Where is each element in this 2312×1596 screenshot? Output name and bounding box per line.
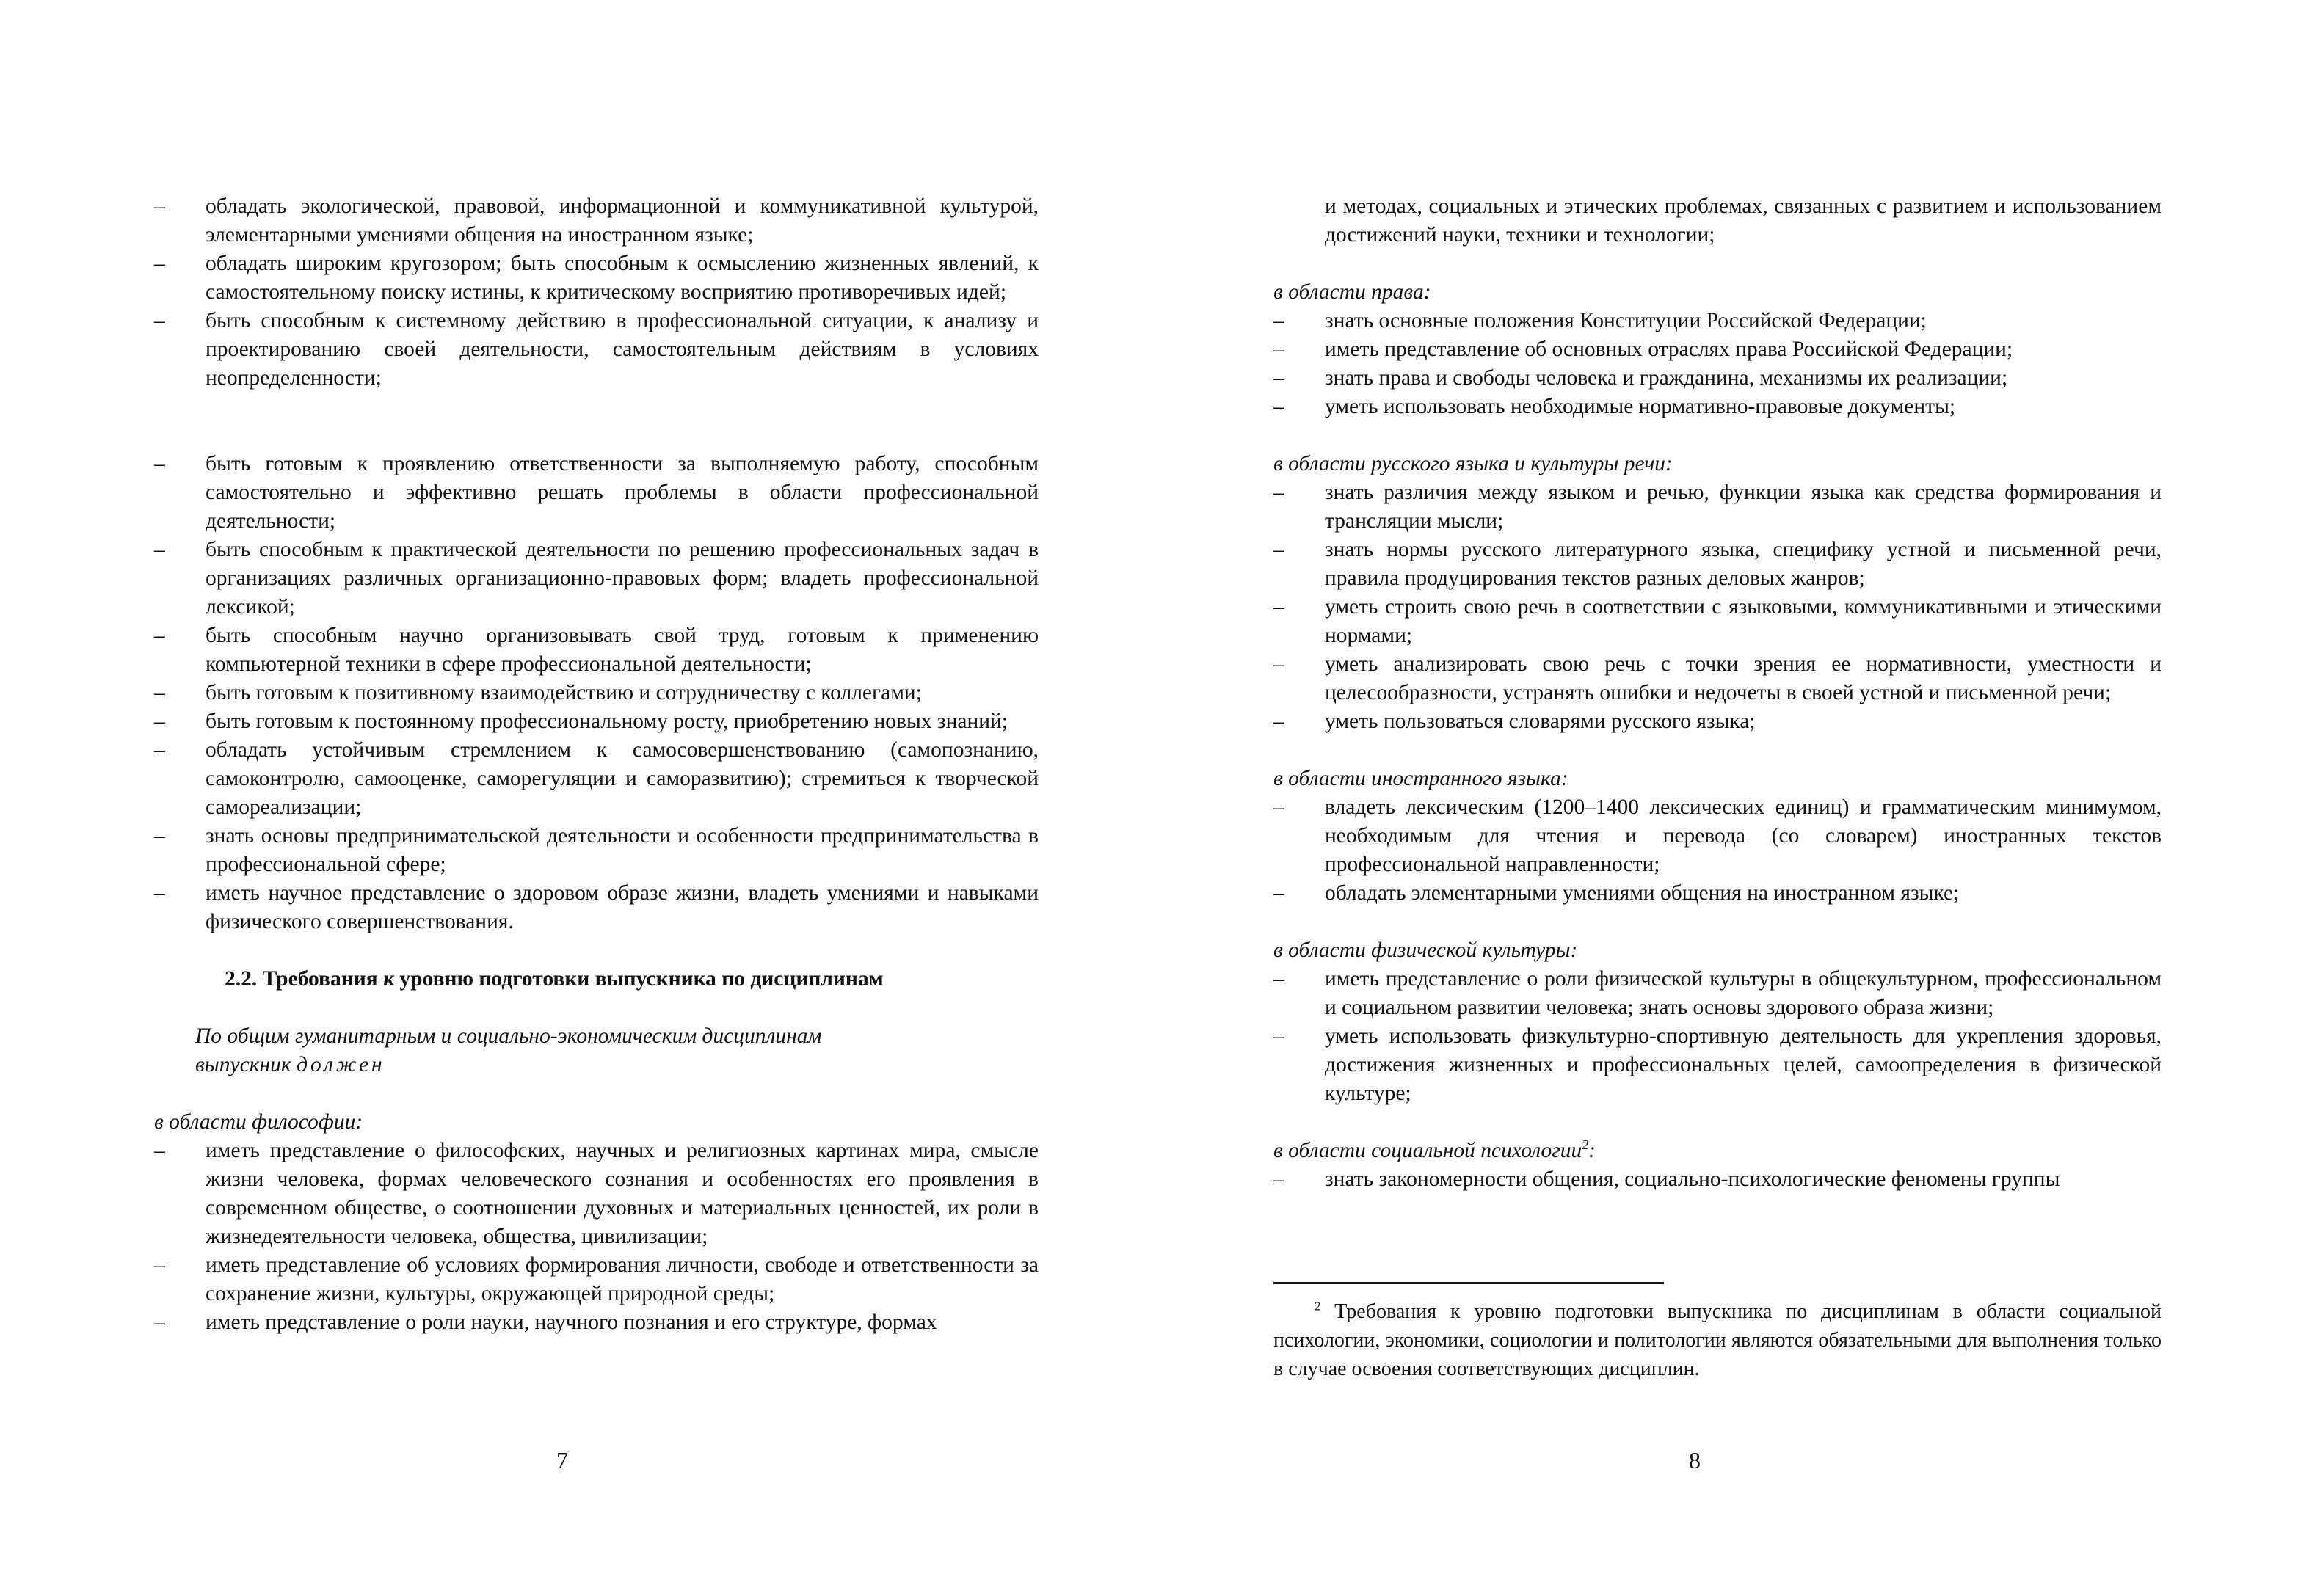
subsection-title-text: в области социальной психологии	[1273, 1139, 1582, 1162]
list-marker: –	[1273, 967, 1284, 991]
spacer	[1273, 736, 2162, 765]
list-item-text: обладать устойчивым стремлением к самосовершенствованию (самопознанию, самоконтролю, самооценке, саморегуляции и саморазвитию); стремиться к творческой самореализации;	[206, 738, 1039, 819]
list-marker: –	[154, 624, 165, 647]
list-item	[154, 307, 1039, 393]
list-marker: –	[1273, 309, 1284, 332]
subsection-title-physical-culture: в области физической культуры:	[1273, 939, 1578, 962]
subsection-title-social-psychology	[1273, 1137, 2162, 1165]
intro-graduate: выпускник	[195, 1053, 297, 1076]
list-item-text: быть способным научно организовывать свой труд, готовым к применению компьютерной техники в сфере профессиональной деятельности;	[206, 624, 1039, 676]
list-item-text: знать различия между языком и речью, функции языка как средства формирования и трансляции мысли;	[1325, 481, 2162, 533]
list-marker: –	[1273, 1024, 1284, 1048]
list-marker: –	[1273, 595, 1284, 619]
footnote-divider	[1273, 1282, 1664, 1284]
page-number: 7	[556, 1447, 568, 1473]
list-item-text: иметь научное представление о здоровом образе жизни, владеть умениями и навыками физического совершенствования.	[206, 881, 1039, 933]
section-intro-line1: По общим гуманитарным и социально-экономическим дисциплинам	[195, 1024, 822, 1048]
list-marker: –	[1273, 881, 1284, 905]
section-heading-italic: к	[383, 967, 395, 991]
list-marker: –	[154, 252, 165, 275]
list-item	[1273, 879, 2162, 908]
list-item-text: быть способным к системному действию в профессиональной ситуации, к анализу и проектированию своей деятельности, самостоятельным действиям в условиях неопределенности;	[206, 309, 1039, 390]
spacer	[154, 994, 1039, 1022]
spacer	[154, 421, 1039, 450]
footnote-indent	[1273, 1300, 1320, 1323]
footnote	[1273, 1297, 2162, 1383]
list-item-text: обладать широким кругозором; быть способным к осмыслению жизненных явлений, к самостоятельному поиску истины, к критическому восприятию противоречивых идей;	[206, 252, 1039, 304]
list-marker: –	[154, 710, 165, 733]
list-marker: –	[154, 309, 165, 332]
list-item	[1273, 707, 2162, 736]
list-item-text: знать нормы русского литературного языка, специфику устной и письменной речи, правила продуцирования текстов разных деловых жанров;	[1325, 538, 2162, 590]
list-marker: –	[154, 881, 165, 905]
list-item	[1273, 335, 2162, 364]
list-marker: –	[154, 538, 165, 561]
list-marker: –	[1273, 1167, 1284, 1191]
list-marker: –	[1273, 481, 1284, 504]
section-heading-suffix: уровню подготовки выпускника по дисциплинам	[394, 967, 884, 991]
list-item	[154, 1251, 1039, 1308]
list-marker: –	[1273, 395, 1284, 418]
list-item-text: иметь представление о роли физической культуры в общекультурном, профессиональном и социальном развитии человека; знать основы здорового образа жизни;	[1325, 967, 2162, 1019]
list-item-text: уметь использовать физкультурно-спортивную деятельность для укрепления здоровья, достижения жизненных и профессиональных целей, самоопределения в физической культуре;	[1325, 1024, 2162, 1105]
list-item	[154, 536, 1039, 622]
list-item-text: быть готовым к позитивному взаимодействию и сотрудничеству с коллегами;	[206, 681, 922, 704]
list-item-text: быть способным к практической деятельности по решению профессиональных задач в организациях различных организационно-правовых форм; владеть профессиональной лексикой;	[206, 538, 1039, 619]
list-item	[1273, 593, 2162, 650]
subsection-title-law: в области права:	[1273, 280, 1431, 304]
spacer	[1273, 249, 2162, 278]
list-marker: –	[1273, 710, 1284, 733]
list-item-text: быть готовым к проявлению ответственности за выполняемую работу, способным самостоятельно и эффективно решать проблемы в области профессиональной деятельности;	[206, 452, 1039, 533]
list-item-text: иметь представление о философских, научных и религиозных картинах мира, смысле жизни человека, формах человеческого сознания и особенностях его проявления в современном обществе, о соотношении духовных и материальных ценностей, их роли в жизнедеятельности человека, общества, цивилизации;	[206, 1139, 1039, 1248]
list-item	[1273, 650, 2162, 707]
page-8-text	[1273, 192, 2162, 1194]
list-marker: –	[154, 681, 165, 704]
subsection-title-colon: :	[1588, 1139, 1596, 1162]
list-item	[1273, 364, 2162, 393]
subsection-title-philosophy: в области философии:	[154, 1110, 363, 1134]
list-item	[1273, 965, 2162, 1022]
list-item	[154, 622, 1039, 679]
spacer	[1273, 1108, 2162, 1137]
footnote-text: Требования к уровню подготовки выпускника по дисциплинам в области социальной психологии, экономики, социологии и политологии являются обязательными для выполнения только в случае освоения соответствующих дисциплин.	[1273, 1300, 2162, 1380]
list-item-text: иметь представление об основных отраслях права Российской Федерации;	[1325, 338, 2013, 361]
list-marker: –	[154, 1253, 165, 1277]
list-item-text: знать основные положения Конституции Российской Федерации;	[1325, 309, 1927, 332]
list-item	[1273, 307, 2162, 335]
section-heading	[154, 965, 1039, 994]
list-item	[1273, 536, 2162, 593]
list-item	[154, 450, 1039, 536]
list-item-text: обладать экологической, правовой, информационной и коммуникативной культурой, элементарными умениями общения на иностранном языке;	[206, 194, 1039, 247]
spacer	[1273, 908, 2162, 936]
subsection-title-foreign-language: в области иностранного языка:	[1273, 767, 1568, 790]
page-8	[1273, 0, 2162, 1596]
section-intro-line2	[154, 1051, 1039, 1079]
list-marker: –	[1273, 795, 1284, 819]
list-item-text: обладать элементарными умениями общения на иностранном языке;	[1325, 881, 1960, 905]
list-item-text: знать закономерности общения, социально-психологические феномены группы	[1325, 1167, 2060, 1191]
list-item-text: уметь пользоваться словарями русского языка;	[1325, 710, 1756, 733]
list-marker: –	[154, 1139, 165, 1162]
list-marker: –	[1273, 366, 1284, 390]
list-item-text: знать основы предпринимательской деятельности и особенности предпринимательства в профессиональной сфере;	[206, 824, 1039, 876]
list-item	[154, 879, 1039, 936]
list-item	[154, 822, 1039, 879]
section-heading-prefix: 2.2. Требования	[225, 967, 384, 991]
list-item-text: уметь анализировать свою речь с точки зрения ее нормативности, уместности и целесообразности, устранять ошибки и недочеты в своей устной и письменной речи;	[1325, 652, 2162, 704]
list-marker: –	[154, 452, 165, 475]
list-item	[1273, 478, 2162, 536]
footnote-reference: 2	[1582, 1137, 1589, 1153]
list-item	[1273, 1022, 2162, 1108]
list-marker: –	[1273, 652, 1284, 676]
spacer	[1273, 421, 2162, 450]
spacer	[154, 1079, 1039, 1108]
list-item-text: иметь представление об условиях формирования личности, свободе и ответственности за сохранение жизни, культуры, окружающей природной среды;	[206, 1253, 1039, 1305]
spacer	[154, 393, 1039, 421]
list-marker: –	[154, 194, 165, 218]
list-marker: –	[1273, 538, 1284, 561]
page-number: 8	[1689, 1447, 1701, 1473]
list-item	[154, 1137, 1039, 1251]
list-item-text: уметь использовать необходимые нормативно-правовые документы;	[1325, 395, 1956, 418]
list-marker: –	[154, 824, 165, 848]
list-marker: –	[154, 738, 165, 762]
page-7	[154, 0, 1039, 1596]
list-item	[154, 192, 1039, 249]
subsection-title-russian: в области русского языка и культуры речи:	[1273, 452, 1673, 475]
footnote-mark: 2	[1315, 1299, 1321, 1313]
list-item	[154, 707, 1039, 736]
intro-must: должен	[297, 1053, 385, 1076]
list-item	[154, 1308, 1039, 1337]
list-item	[154, 736, 1039, 822]
list-item	[154, 679, 1039, 707]
list-marker: –	[1273, 338, 1284, 361]
list-item-text: владеть лексическим (1200–1400 лексических единиц) и грамматическим минимумом, необходимым для чтения и перевода (со словарем) иностранных текстов профессиональной направленности;	[1325, 795, 2162, 876]
continued-text: и методах, социальных и этических проблемах, связанных с развитием и использованием достижений науки, техники и технологии;	[1325, 194, 2162, 247]
list-item-text: иметь представление о роли науки, научного познания и его структуре, формах	[206, 1311, 937, 1334]
list-item-text: уметь строить свою речь в соответствии с языковыми, коммуникативными и этическими нормами;	[1325, 595, 2162, 647]
list-item	[154, 249, 1039, 307]
list-item-text: знать права и свободы человека и гражданина, механизмы их реализации;	[1325, 366, 2008, 390]
list-item	[1273, 393, 2162, 421]
page-7-text	[154, 192, 1039, 1337]
list-item	[1273, 1165, 2162, 1194]
list-item-text: быть готовым к постоянному профессиональному росту, приобретению новых знаний;	[206, 710, 1008, 733]
list-item	[1273, 793, 2162, 879]
spacer	[154, 936, 1039, 965]
list-marker: –	[154, 1311, 165, 1334]
